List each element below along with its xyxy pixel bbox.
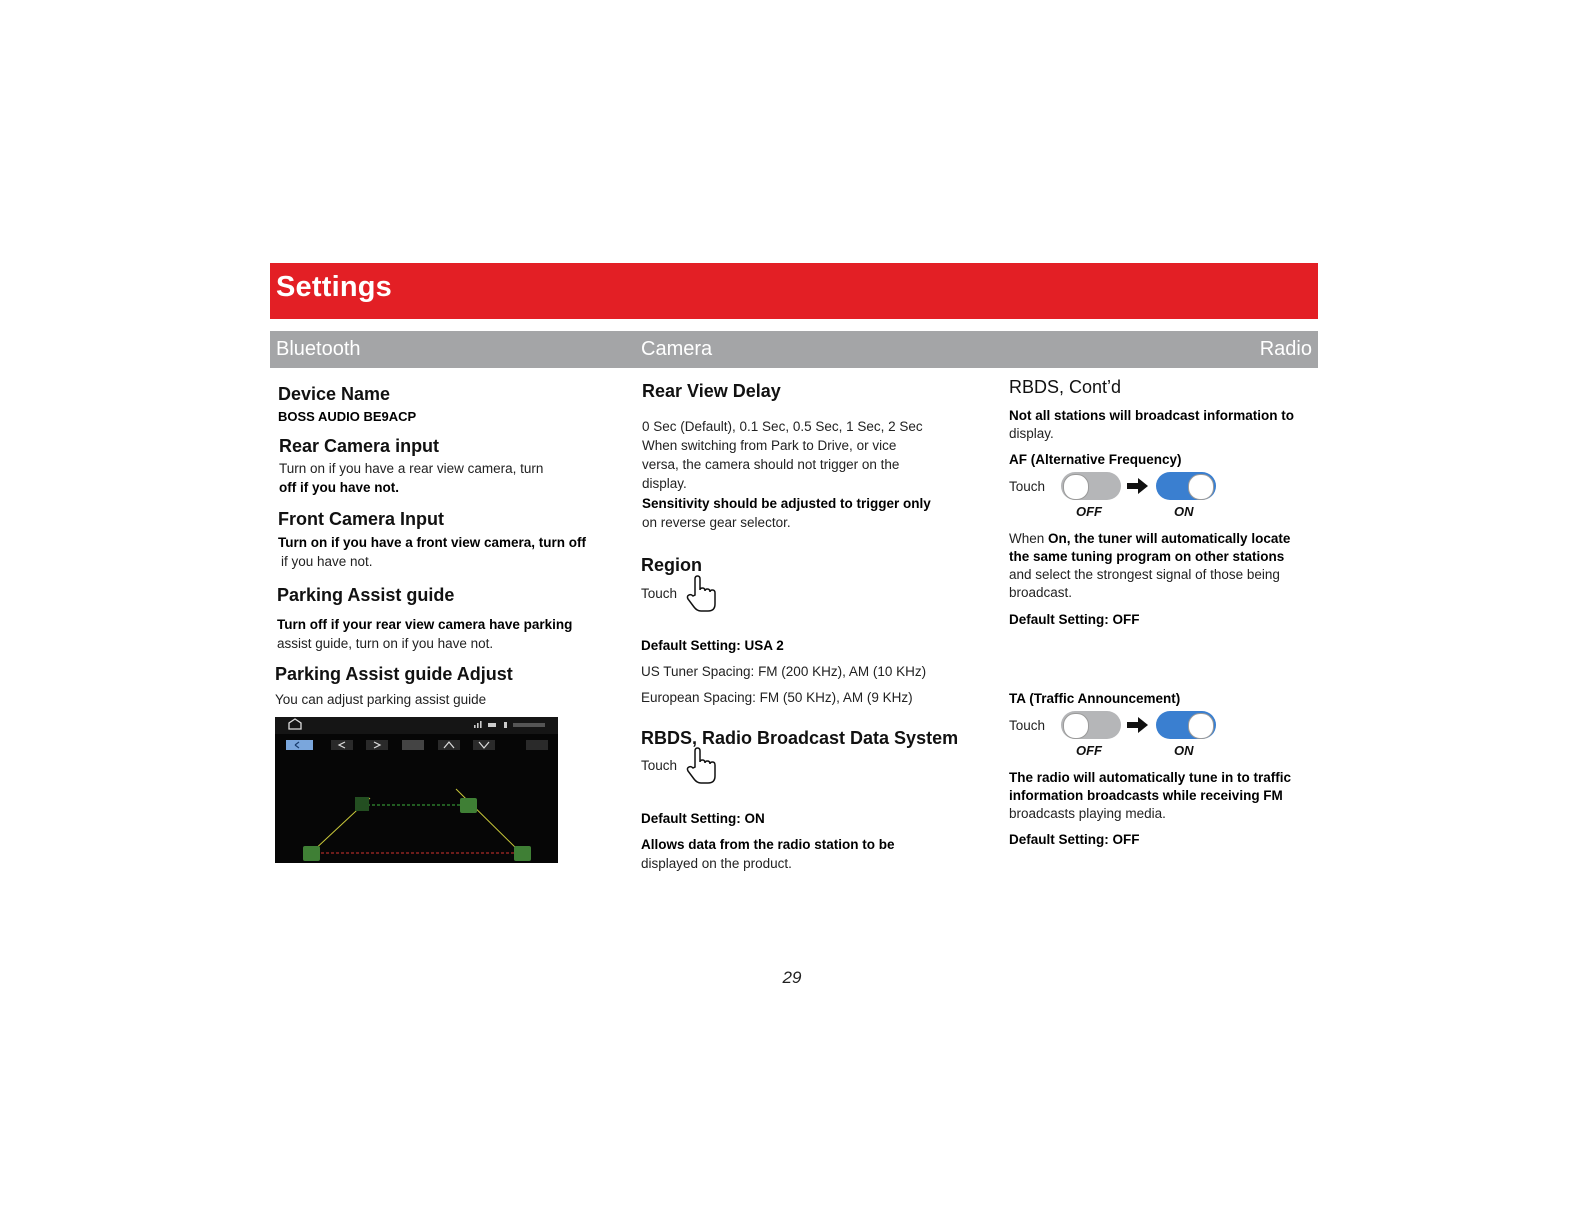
ta-heading: TA (Traffic Announcement) — [1009, 691, 1181, 706]
parking-guide-screenshot — [275, 717, 558, 863]
rbds-touch-label: Touch — [641, 758, 678, 773]
page-title: Settings — [276, 271, 392, 303]
af-text-1a: When — [1009, 531, 1049, 546]
af-touch-label: Touch — [1009, 479, 1046, 494]
settings-header — [270, 263, 1318, 319]
rear-camera-text-2: off if you have not. — [279, 480, 399, 495]
af-on-caption: ON — [1174, 504, 1194, 519]
page-number: 29 — [782, 968, 802, 987]
ta-text-2: information broadcasts while receiving FM — [1009, 788, 1283, 803]
af-toggle-on[interactable] — [1156, 472, 1216, 500]
ta-text-3: broadcasts playing media. — [1009, 806, 1166, 821]
ta-default: Default Setting: OFF — [1009, 832, 1140, 847]
af-off-caption: OFF — [1076, 504, 1102, 519]
ta-toggle-on[interactable] — [1156, 711, 1216, 739]
rbds-default: Default Setting: ON — [641, 811, 765, 826]
rear-camera-text-1: Turn on if you have a rear view camera, turn — [279, 461, 544, 476]
eu-spacing: European Spacing: FM (50 KHz), AM (9 KHz) — [641, 690, 913, 705]
section-bluetooth: Bluetooth — [276, 338, 361, 360]
arrow-right-icon — [1127, 478, 1149, 494]
parking-assist-text-2: assist guide, turn on if you have not. — [277, 636, 494, 651]
rbds-cont-heading: RBDS, Cont’d — [1009, 377, 1122, 397]
region-touch-label: Touch — [641, 586, 678, 601]
rear-camera-heading: Rear Camera input — [279, 436, 440, 456]
af-text-2: the same tuning program on other stations — [1009, 549, 1285, 564]
section-bar — [270, 331, 1318, 368]
ta-toggle-off[interactable] — [1061, 711, 1121, 739]
af-toggle-off[interactable] — [1061, 472, 1121, 500]
af-toggle-on-knob — [1188, 474, 1214, 500]
ta-touch-label: Touch — [1009, 718, 1046, 733]
ta-text-1: The radio will automatically tune in to traffic — [1009, 770, 1292, 785]
ta-toggle-on-knob — [1188, 713, 1214, 739]
rear-view-delay-heading: Rear View Delay — [642, 381, 781, 401]
ta-toggle-off-knob — [1063, 713, 1089, 739]
rbds-cont-text-1: Not all stations will broadcast information to — [1009, 408, 1295, 423]
region-heading: Region — [641, 555, 702, 575]
af-heading: AF (Alternative Frequency) — [1009, 452, 1182, 467]
af-text-4: broadcast. — [1009, 585, 1073, 600]
front-camera-text-2: if you have not. — [281, 554, 373, 569]
us-spacing: US Tuner Spacing: FM (200 KHz), AM (10 KHz) — [641, 664, 927, 679]
af-default: Default Setting: OFF — [1009, 612, 1140, 627]
rear-view-line-2: When switching from Park to Drive, or vice — [642, 438, 897, 453]
rear-view-line-4: display. — [642, 476, 687, 491]
ta-off-caption: OFF — [1076, 743, 1102, 758]
parking-adjust-text: You can adjust parking assist guide — [275, 692, 487, 707]
parking-assist-text-1: Turn off if your rear view camera have parking — [277, 617, 573, 632]
af-text-1 — [1009, 529, 1290, 548]
front-camera-text-1: Turn on if you have a front view camera, turn off — [278, 535, 587, 550]
rbds-heading: RBDS, Radio Broadcast Data System — [641, 728, 959, 748]
region-default: Default Setting: USA 2 — [641, 638, 784, 653]
region-touch-hand-icon[interactable] — [684, 574, 720, 614]
section-camera: Camera — [641, 338, 713, 360]
rear-view-line-5: Sensitivity should be adjusted to trigger only — [642, 496, 931, 511]
back-icon — [286, 740, 313, 750]
parking-assist-heading: Parking Assist guide — [277, 585, 455, 605]
af-text-1b: On, the tuner will automatically locate — [1048, 531, 1291, 546]
bluetooth-icon — [504, 722, 507, 728]
af-toggle-off-knob — [1063, 474, 1089, 500]
section-radio: Radio — [1259, 338, 1312, 360]
rear-view-line-1: 0 Sec (Default), 0.1 Sec, 0.5 Sec, 1 Sec, 2 Sec — [642, 419, 923, 434]
ta-on-caption: ON — [1174, 743, 1194, 758]
device-name-heading: Device Name — [278, 384, 391, 404]
device-name-value: BOSS AUDIO BE9ACP — [278, 409, 417, 424]
parking-adjust-heading: Parking Assist guide Adjust — [275, 664, 513, 684]
parking-guide-svg — [275, 717, 558, 863]
rbds-cont-text-2: display. — [1009, 426, 1054, 441]
rbds-text-1: Allows data from the radio station to be — [641, 837, 895, 852]
rbds-touch-hand-icon[interactable] — [684, 746, 720, 786]
front-camera-heading: Front Camera Input — [278, 509, 445, 529]
arrow-right-icon — [1127, 717, 1149, 733]
rbds-text-2: displayed on the product. — [641, 856, 792, 871]
rear-view-line-6: on reverse gear selector. — [642, 515, 791, 530]
rear-view-line-3: versa, the camera should not trigger on the — [642, 457, 900, 472]
af-text-3: and select the strongest signal of those being — [1009, 567, 1280, 582]
battery-icon — [488, 723, 496, 727]
